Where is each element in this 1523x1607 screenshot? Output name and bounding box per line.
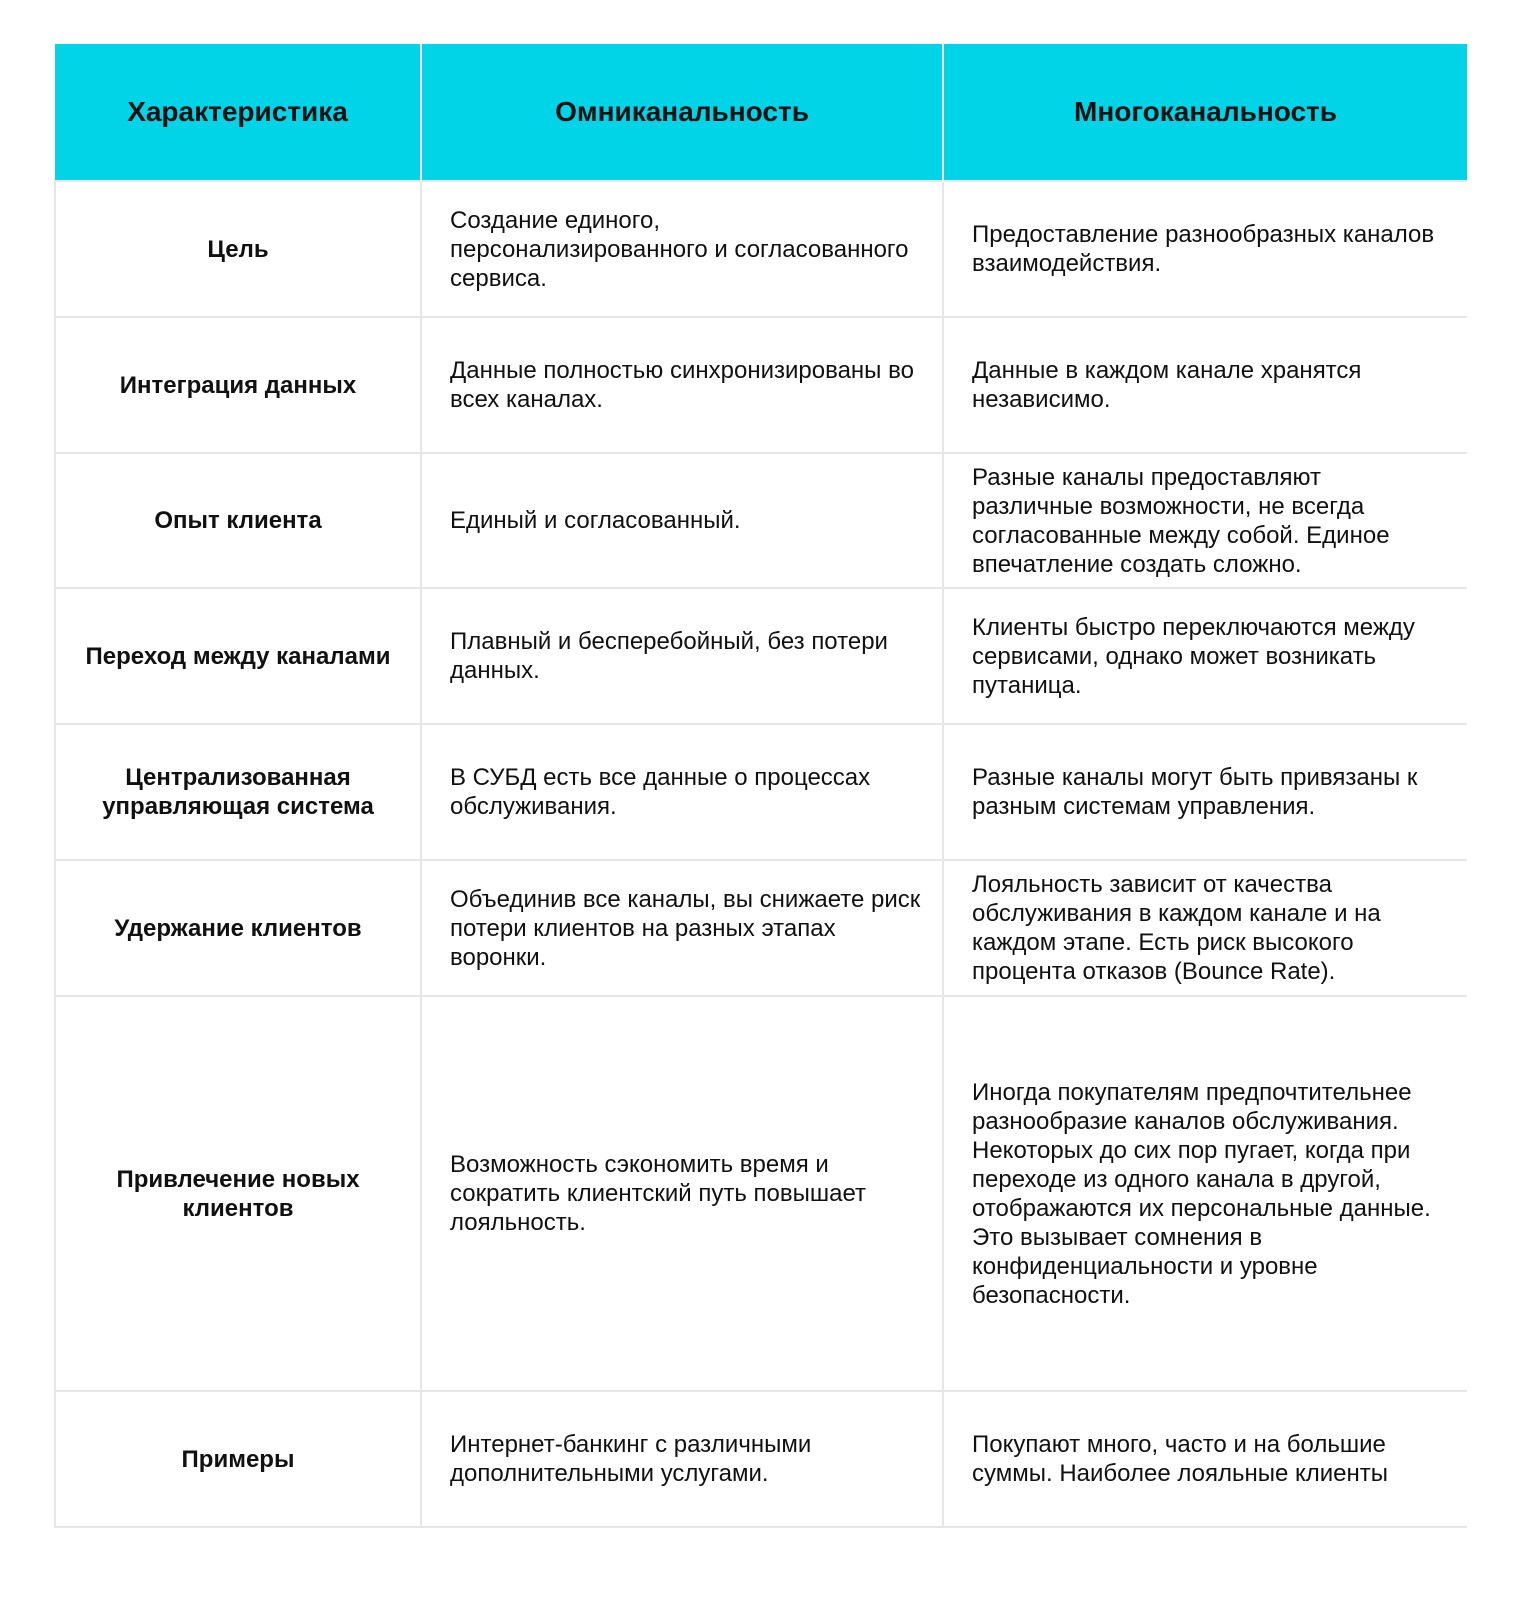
row-label: Централизованная управляющая система [55, 724, 421, 860]
table-row [55, 317, 1467, 453]
table-row [55, 996, 1467, 1391]
omni-cell: Данные полностью синхронизированы во всех каналах. [421, 317, 943, 453]
row-label: Цель [55, 181, 421, 317]
omni-cell: Возможность сэкономить время и сократить клиентский путь повышает лояльность. [421, 996, 943, 1391]
row-label: Примеры [55, 1391, 421, 1527]
multi-cell: Клиенты быстро переключаются между сервисами, однако может возникать путаница. [943, 588, 1467, 724]
multi-cell: Лояльность зависит от качества обслуживания в каждом канале и на каждом этапе. Есть риск высокого процента отказов (Bounce Rate). [943, 860, 1467, 996]
multi-cell: Разные каналы предоставляют различные возможности, не всегда согласованные между собой. Единое впечатление создать сложно. [943, 453, 1467, 588]
omni-cell: В СУБД есть все данные о процессах обслуживания. [421, 724, 943, 860]
row-label: Привлечение новых клиентов [55, 996, 421, 1391]
table-row [55, 181, 1467, 317]
table-row [55, 1391, 1467, 1527]
omni-cell: Интернет-банкинг с различными дополнительными услугами. [421, 1391, 943, 1527]
table-row [55, 860, 1467, 996]
multi-cell: Покупают много, часто и на большие суммы. Наиболее лояльные клиенты [943, 1391, 1467, 1527]
multi-cell: Разные каналы могут быть привязаны к разным системам управления. [943, 724, 1467, 860]
multi-cell: Иногда покупателям предпочтительнее разнообразие каналов обслуживания. Некоторых до сих пор пугает, когда при переходе из одного канала в другой, отображаются их персональные данные. Это вызывает сомнения в конфиденциальности и уровне безопасности. [943, 996, 1467, 1391]
omni-cell: Единый и согласованный. [421, 453, 943, 588]
row-label: Переход между каналами [55, 588, 421, 724]
row-label: Удержание клиентов [55, 860, 421, 996]
omni-cell: Создание единого, персонализированного и согласованного сервиса. [421, 181, 943, 317]
header-omnichannel: Омниканальность [421, 44, 943, 181]
row-label: Интеграция данных [55, 317, 421, 453]
multi-cell: Предоставление разнообразных каналов взаимодействия. [943, 181, 1467, 317]
row-label: Опыт клиента [55, 453, 421, 588]
header-characteristic: Характеристика [55, 44, 421, 181]
table-row [55, 453, 1467, 588]
omni-cell: Плавный и бесперебойный, без потери данных. [421, 588, 943, 724]
table-header-row [55, 44, 1467, 181]
omni-cell: Объединив все каналы, вы снижаете риск потери клиентов на разных этапах воронки. [421, 860, 943, 996]
table-row [55, 588, 1467, 724]
multi-cell: Данные в каждом канале хранятся независимо. [943, 317, 1467, 453]
table-row [55, 724, 1467, 860]
header-multichannel: Многоканальность [943, 44, 1467, 181]
comparison-table [54, 44, 1467, 1528]
